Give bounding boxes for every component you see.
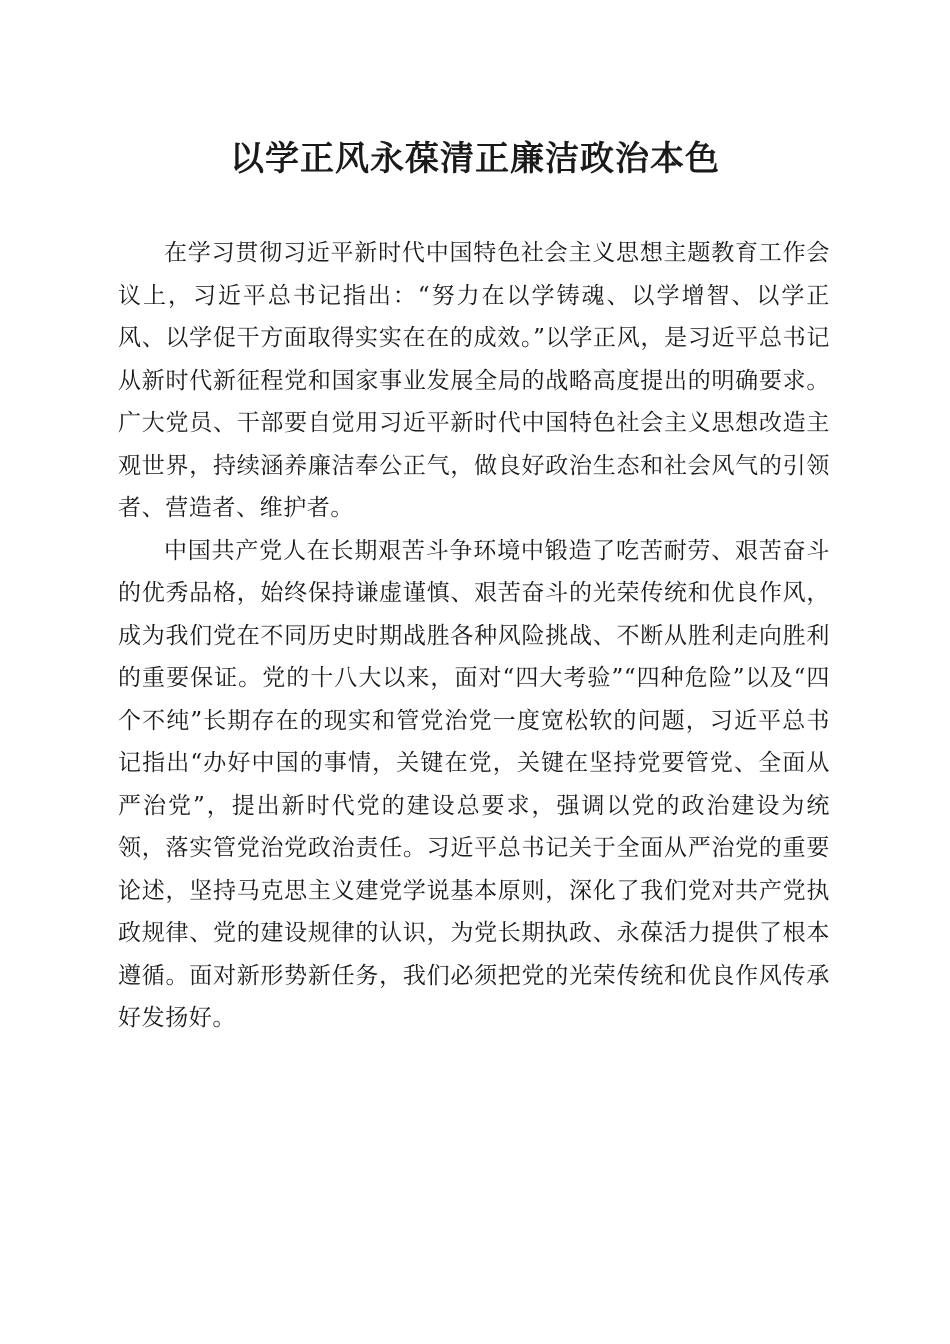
paragraph-2: 中国共产党人在长期艰苦斗争环境中锻造了吃苦耐劳、艰苦奋斗的优秀品格，始终保持谦虚谨慎、艰苦奋斗的光荣传统和优良作风，成为我们党在不同历史时期战胜各种风险挑战、不断从胜利走向胜利的重要保证。党的十八大以来，面对“四大考验”“四种危险”以及“四个不纯”长期存在的现实和管党治党一度宽松软的问题，习近平总书记指出“办好中国的事情，关键在党，关键在坚持党要管党、全面从严治党”，提出新时代党的建设总要求，强调以党的政治建设为统领，落实管党治党政治责任。习近平总书记关于全面从严治党的重要论述，坚持马克思主义建党学说基本原则，深化了我们党对共产党执政规律、党的建设规律的认识，为党长期执政、永葆活力提供了根本遵循。面对新形势新任务，我们必须把党的光荣传统和优良作风传承好发扬好。 xyxy=(118,537,830,1031)
document-title: 以学正风永葆清正廉洁政治本色 xyxy=(230,139,720,179)
document-body xyxy=(118,232,830,1040)
paragraph-1: 在学习贯彻习近平新时代中国特色社会主义思想主题教育工作会议上，习近平总书记指出：“努力在以学铸魂、以学增智、以学正风、以学促干方面取得实实在在的成效。”以学正风，是习近平总书记从新时代新征程党和国家事业发展全局的战略高度提出的明确要求。广大党员、干部要自觉用习近平新时代中国特色社会主义思想改造主观世界，持续涵养廉洁奉公正气，做良好政治生态和社会风气的引领者、营造者、维护者。 xyxy=(118,240,830,521)
